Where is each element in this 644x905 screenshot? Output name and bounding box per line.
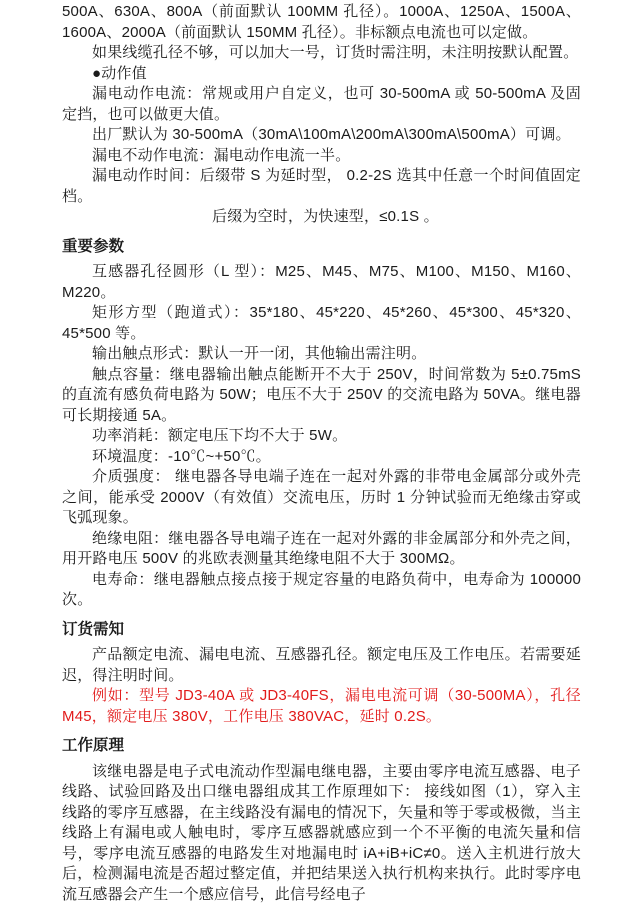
example-note: 例如：型号 JD3-40A 或 JD3-40FS，漏电电流可调（30-500MA），孔径 M45，额定电压 380V，工作电压 380VAC，延时 0.2S。 (62, 686, 581, 727)
section-heading-parameters: 重要参数 (62, 228, 581, 263)
paragraph-power-consumption: 功率消耗：额定电压下均不大于 5W。 (62, 426, 581, 447)
paragraph-fast-type: 后缀为空时，为快速型，≤0.1S 。 (62, 207, 581, 228)
paragraph-ambient-temperature: 环境温度：-10℃~+50℃。 (62, 447, 581, 468)
paragraph-non-action-current: 漏电不动作电流：漏电动作电流一半。 (62, 146, 581, 167)
paragraph-insulation-resistance: 绝缘电阻：继电器各导电端子连在一起对外露的非金属部分和外壳之间，用开路电压 500V 的兆欧表测量其绝缘电阻不大于 300MΩ。 (62, 529, 581, 570)
paragraph-electrical-life: 电寿命：继电器触点接点接于规定容量的电路负荷中，电寿命为 100000 次。 (62, 570, 581, 611)
paragraph-action-time: 漏电动作时间：后缀带 S 为延时型， 0.2-2S 选其中任意一个时间值固定档。 (62, 166, 581, 207)
paragraph-rated-currents: 500A、630A、800A（前面默认 100MM 孔径）。1000A、1250A、1500A、1600A、2000A（前面默认 150MM 孔径）。非标额点电流也可以定做。 (62, 2, 581, 43)
paragraph-dielectric-strength: 介质强度： 继电器各导电端子连在一起对外露的非带电金属部分或外壳之间，能承受 2000V（有效值）交流电压，历时 1 分钟试验而无绝缘击穿或飞弧现象。 (62, 467, 581, 529)
section-heading-ordering: 订货需知 (62, 611, 581, 646)
paragraph-contact-capacity: 触点容量：继电器输出触点能断开不大于 250V，时间常数为 5±0.75mS 的直流有感负荷电路为 50W；电压不大于 250V 的交流电路为 50VA。继电器可长期接通 5A。 (62, 365, 581, 427)
paragraph-transformer-holes: 互感器孔径圆形（L 型）：M25、M45、M75、M100、M150、M160、M220。 (62, 262, 581, 303)
paragraph-rectangular-type: 矩形方型（跑道式）：35*180、45*220、45*260、45*300、45*320、45*500 等。 (62, 303, 581, 344)
paragraph-working-principle: 该继电器是电子式电流动作型漏电继电器，主要由零序电流互感器、电子线路、试验回路及出口继电器组成其工作原理如下： 接线如图（1），穿入主线路的零序互感器，在主线路没有漏电的情况下，矢量和等于零或极微，当主线路上有漏电或人触电时，零序互感器就感应到一个不平衡的电流矢量和信号，零序电流互感器的电路发生对地漏电时 iA+iB+iC≠0。送入主机进行放大后，检测漏电流是否超过整定值，并把结果送入执行机构来执行。此时零序电流互感器会产生一个感应信号，此信号经电子 (62, 762, 581, 905)
section-heading-principle: 工作原理 (62, 727, 581, 762)
paragraph-output-contact: 输出触点形式：默认一开一闭，其他输出需注明。 (62, 344, 581, 365)
paragraph-ordering-spec: 产品额定电流、漏电电流、互感器孔径。额定电压及工作电压。若需要延迟，得注明时间。 (62, 645, 581, 686)
paragraph-leakage-current: 漏电动作电流：常规或用户自定义，也可 30-500mA 或 50-500mA 及固定挡，也可以做更大值。 (62, 84, 581, 125)
bullet-action-value: ●动作值 (62, 64, 581, 85)
paragraph-factory-default: 出厂默认为 30-500mA（30mA\100mA\200mA\300mA\500mA）可调。 (62, 125, 581, 146)
paragraph-cable-hole-note: 如果线缆孔径不够，可以加大一号，订货时需注明，未注明按默认配置。 (62, 43, 581, 64)
